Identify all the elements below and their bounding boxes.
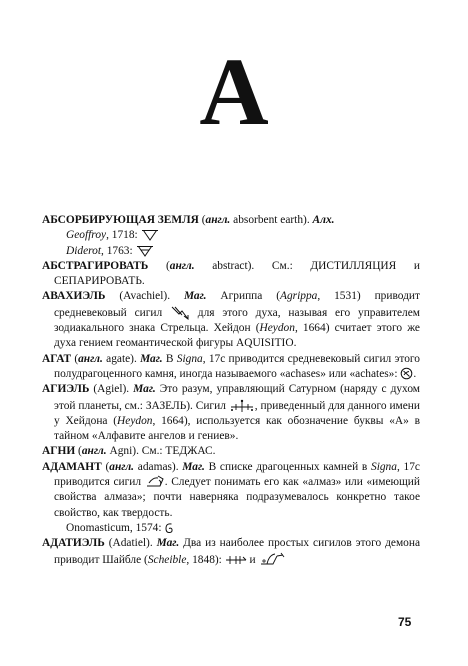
entry-term: АБСОРБИРУЮЩАЯ ЗЕМЛЯ: [42, 214, 199, 226]
entry-abstract: АБСТРАГИРОВАТЬ (англ. abstract). См.: ДИСТИЛЛЯЦИЯ и СЕПАРИРОВАТЬ.: [42, 259, 420, 288]
field-label: Алх.: [312, 214, 335, 226]
field-label: Маг.: [156, 537, 180, 550]
entry-subline: Diderot, 1763:: [42, 244, 420, 259]
page-number: 75: [398, 615, 412, 629]
adamant-sigil-icon: [145, 475, 165, 488]
entry-adatiel: АДАТИЭЛЬ (Adatiel). Маг. Два из наиболее простых сигилов этого демона приводит Шайбле (Scheible, 1848): и: [42, 537, 421, 566]
field-label: Маг.: [133, 383, 156, 396]
onomasticum-sigil-icon: [164, 522, 174, 534]
agate-sigil-icon: [400, 367, 413, 380]
entry-avachiel: АВАХИЭЛЬ (Avachiel). Маг. Агриппа (Agrippa, 1531) приводит средневековый сигил для этого духа, называя его управителем зодиакального знака Стрельца. Хейдон (Heydon, 1664) считает этого же духа гением геомантической фигуры AQUISITIO.: [42, 290, 420, 350]
entry-term: АДАТИЭЛЬ: [42, 537, 105, 550]
sagittarius-sigil-icon: [170, 305, 190, 321]
entry-adamant: АДАМАНТ (англ. adamas). Маг. В списке драгоценных камней в Signa, 17с приводится сигил . Следует понимать его как «алмаз» или «имеющий свойства алмаза»; почти наверняка подразумевалось конкретно такое свойство, как твердость.: [42, 460, 420, 519]
dictionary-entries: [42, 213, 420, 568]
field-label: Маг.: [182, 460, 205, 473]
entry-term: АВАХИЭЛЬ: [42, 290, 106, 303]
entry-term: АБСТРАГИРОВАТЬ: [42, 259, 149, 272]
entry-subline: Onomasticum, 1574:: [42, 521, 420, 536]
field-label: Маг.: [183, 290, 207, 303]
triangle-down-with-bar-icon: [136, 245, 154, 257]
field-label: Маг.: [140, 352, 163, 365]
entry-term: АГАТ: [42, 352, 72, 365]
entry-absorbent-earth: АБСОРБИРУЮЩАЯ ЗЕМЛЯ (англ. absorbent earth). Алх.: [42, 214, 335, 226]
triangle-down-icon: [141, 229, 159, 241]
entry-agiel: АГИЭЛЬ (Agiel). Маг. Это разум, управляющий Сатурном (наряду с духом этой планеты, см.: ЗАЗЕЛЬ). Сигил , приведенный для данного имени у Хейдона (Heydon, 1664), используется как обозначение буквы «А» в тайном «Алфавите ангелов и гениев».: [42, 383, 421, 443]
section-letter: А: [199, 38, 269, 145]
adatiel-sigil-icon: [225, 554, 247, 566]
entry-agate: АГАТ (англ. agate). Маг. В Signa, 17с приводится средневековый сигил этого полудрагоценного камня, иногда называемого «achases» или «achates»: .: [42, 352, 420, 380]
agiel-sigil-icon: [229, 398, 255, 413]
entry-term: АГИЭЛЬ: [42, 383, 90, 396]
entry-term: АГНИ: [42, 445, 76, 458]
entry-subline: Geoffroy, 1718:: [42, 228, 420, 243]
entry-agni: АГНИ (англ. Agni). См.: ТЕДЖАС.: [42, 445, 216, 458]
adatiel-sigil-icon: [259, 552, 287, 566]
entry-term: АДАМАНТ: [42, 460, 102, 473]
